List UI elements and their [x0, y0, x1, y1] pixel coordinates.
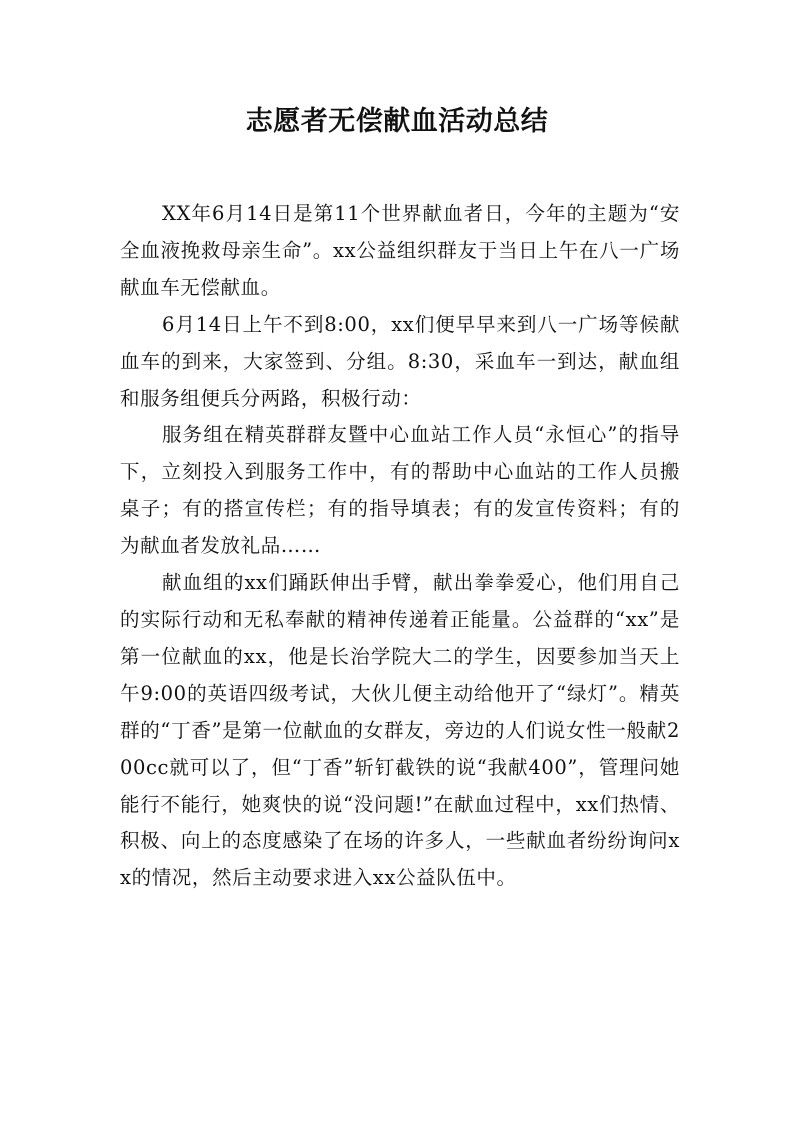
- document-title: 志愿者无偿献血活动总结: [245, 106, 549, 137]
- document-body: [120, 196, 680, 897]
- paragraph-2: 6月14日上午不到8:00，xx们便早早来到八一广场等候献血车的到来，大家签到、分组。8:30，采血车一到达，献血组和服务组便兵分两路，积极行动：: [120, 312, 680, 410]
- paragraph-1: XX年6月14日是第11个世界献血者日，今年的主题为“安全血液挽救母亲生命”。xx公益组织群友于当日上午在八一广场献血车无偿献血。: [120, 202, 680, 299]
- paragraph-4: 献血组的xx们踊跃伸出手臂，献出拳拳爱心，他们用自己的实际行动和无私奉献的精神传递着正能量。公益群的“xx”是第一位献血的xx，他是长治学院大二的学生，因要参加当天上午9:00的英语四级考试，大伙儿便主动给他开了“绿灯”。精英群的“丁香”是第一位献血的女群友，旁边的人们说女性一般献200cc就可以了，但“丁香”斩钉截铁的说“我献400”，管理问她能行不能行，她爽快的说“没问题!”在献血过程中，xx们热情、积极、向上的态度感染了在场的许多人，一些献血者纷纷询问xx的情况，然后主动要求进入xx公益队伍中。: [120, 571, 680, 890]
- paragraph-3: 服务组在精英群群友暨中心血站工作人员“永恒心”的指导下，立刻投入到服务工作中，有的帮助中心血站的工作人员搬桌子；有的搭宣传栏；有的指导填表；有的发宣传资料；有的为献血者发放礼品……: [120, 423, 680, 558]
